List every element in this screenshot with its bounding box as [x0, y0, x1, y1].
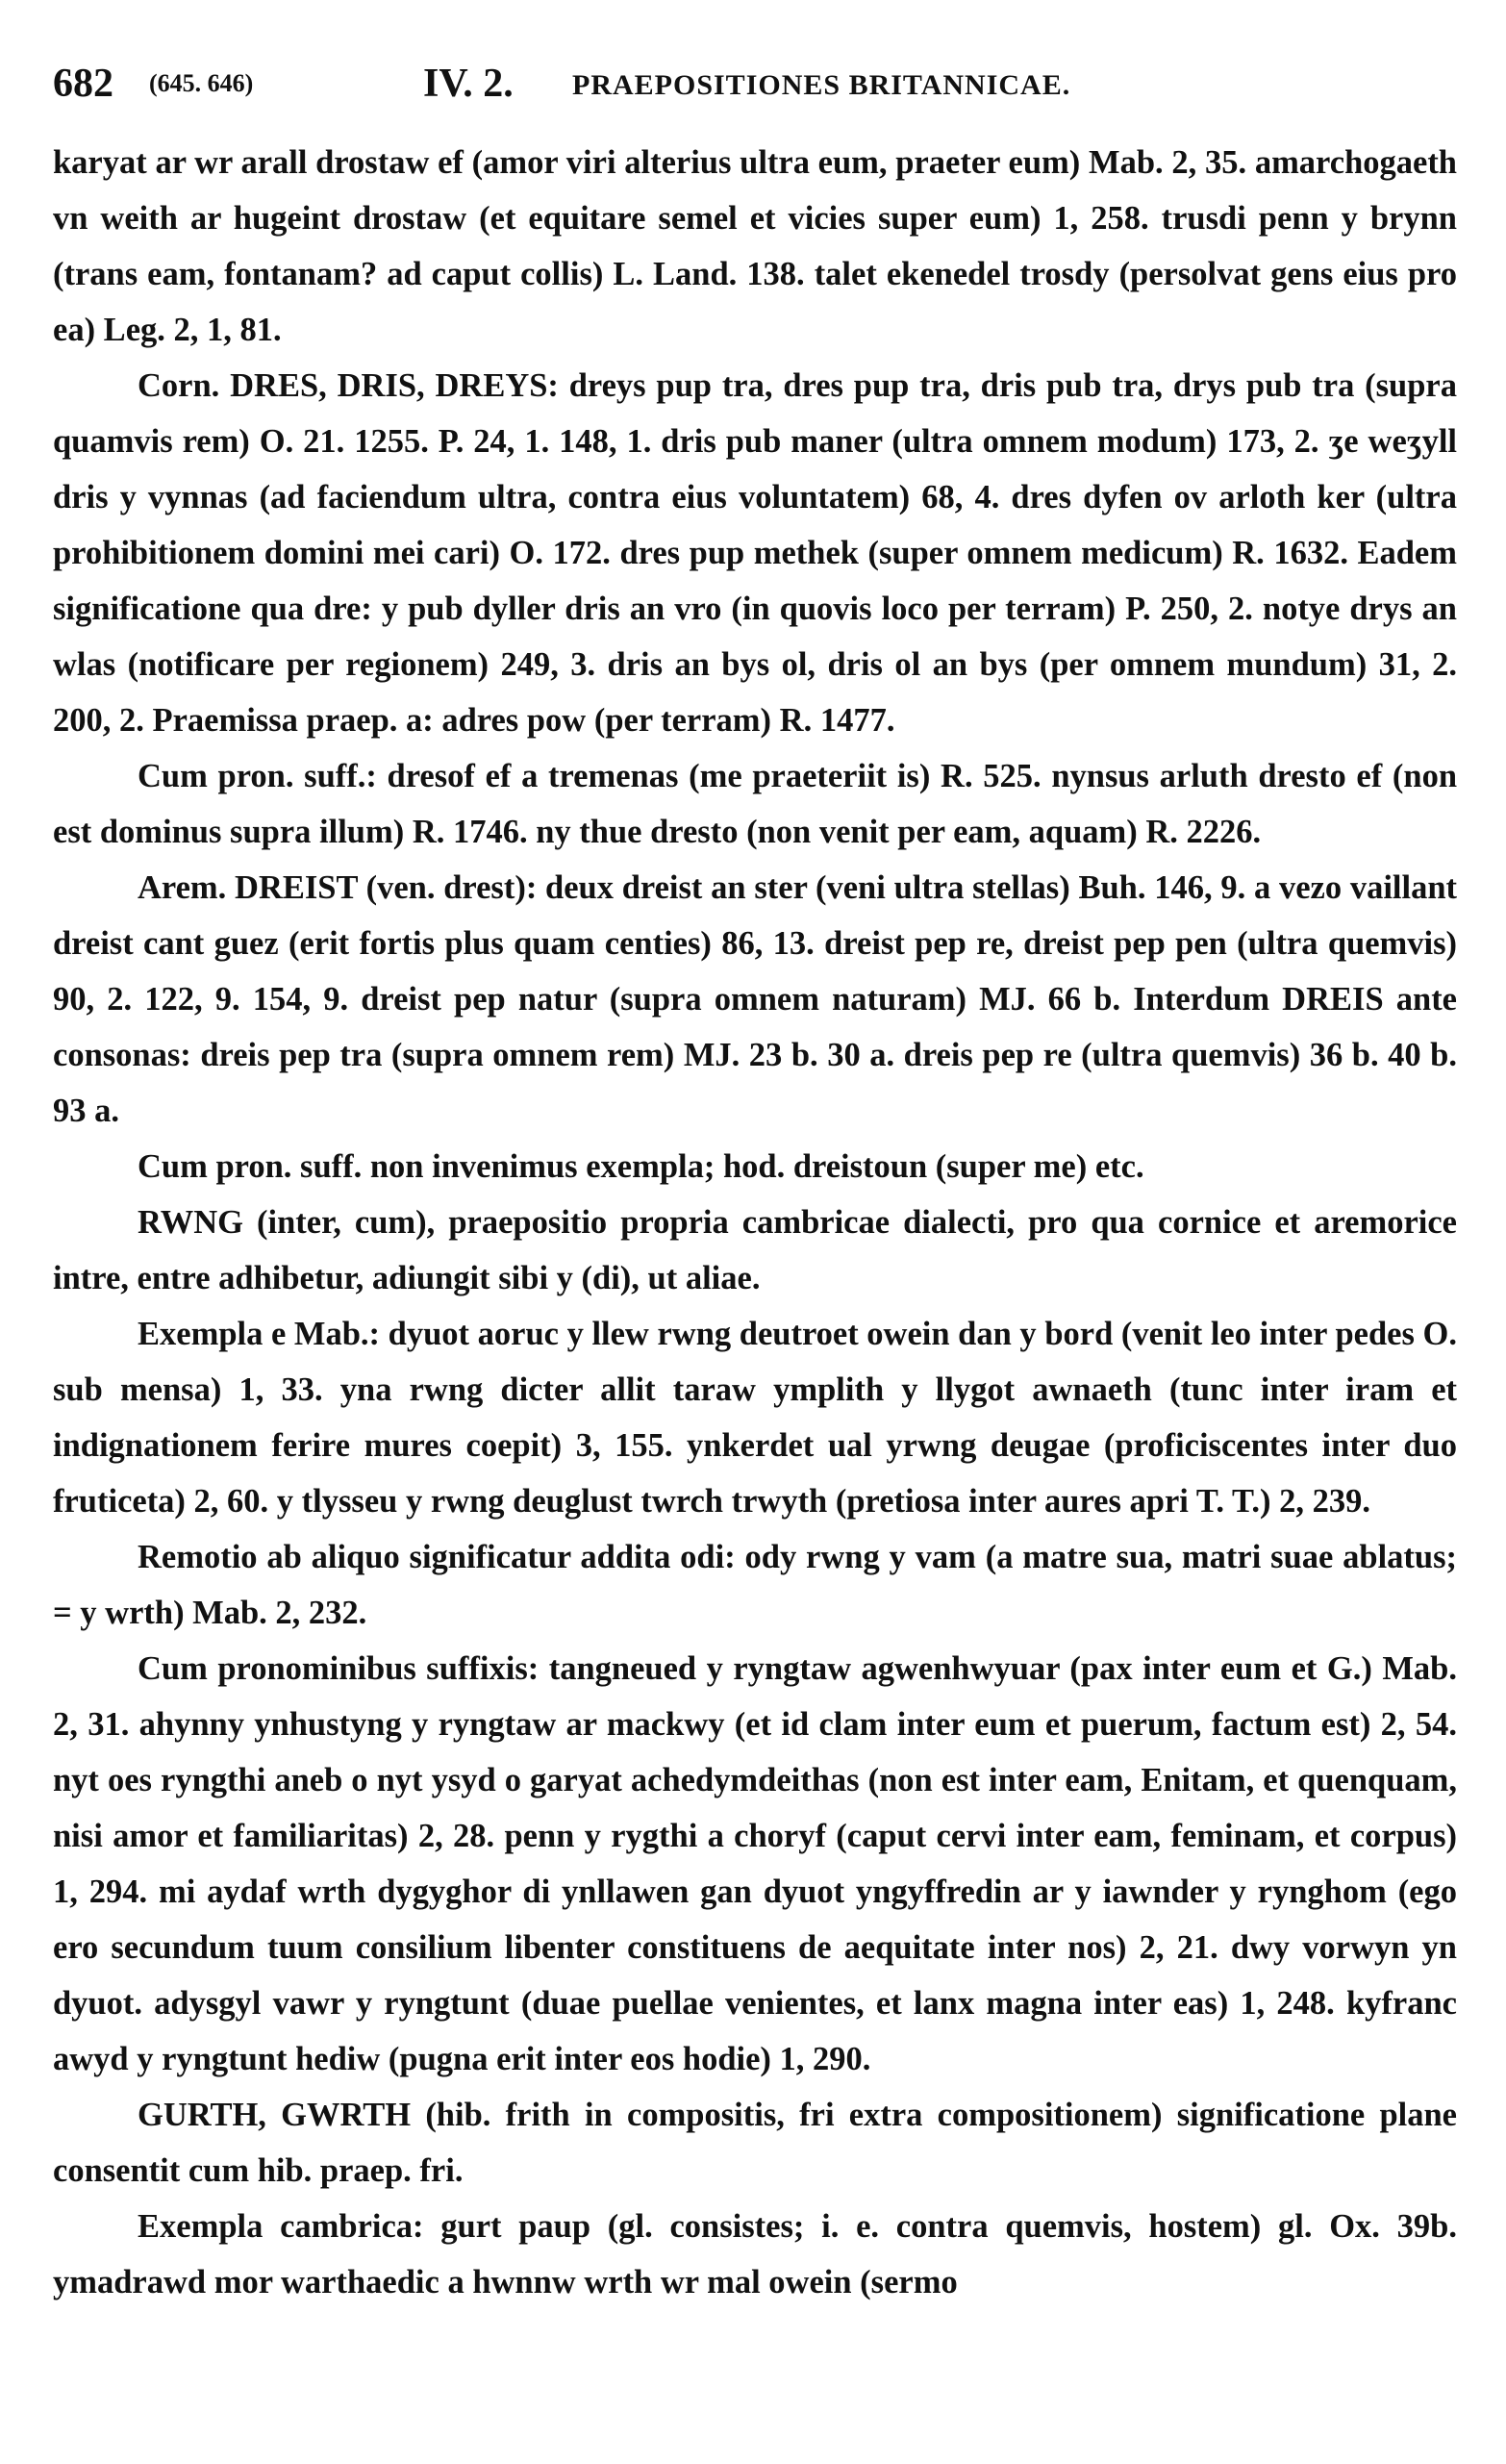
page-title: PRAEPOSITIONES BRITANNICAE.: [572, 69, 1071, 101]
paragraph-rwng-remotio: Remotio ab aliquo significatur addita odi: ody rwng y vam (a matre sua, matri suae ablatus; = y wrth) Mab. 2, 232.: [53, 1539, 1457, 1631]
paragraph-gwrth-examples: Exempla cambrica: gurt paup (gl. consistes; i. e. contra quemvis, hostem) gl. Ox. 39b. ymadrawd mor warthaedic a hwnnw wrth wr mal owein (sermo: [53, 2208, 1457, 2301]
paragraph-aremorican-pron-suff: Cum pron. suff. non invenimus exempla; hod. dreistoun (super me) etc.: [138, 1148, 1144, 1185]
running-header: [53, 60, 1457, 108]
paragraph-rwng-pron-suff: Cum pronominibus suffixis: tangneued y ryngtaw agwenhwyuar (pax inter eum et G.) Mab. 2, 31. ahynny ynhustyng y ryngtaw ar mackwy (et id clam inter eum et puerum, factum est) 2, 54. nyt oes ryngthi aneb o nyt ysyd o garyat achedymdeithas (non est inter eam, Enitam, et quenquam, nisi amor et familiaritas) 2, 28. penn y rygthi a choryf (caput cervi inter eam, feminam, et corpus) 1, 294. mi aydaf wrth dygyghor di ynllawen gan dyuot yngyffredin ar y iawnder y rynghom (ego ero secundum tuum consilium libenter constituens de aequitate inter nos) 2, 21. dwy vorwyn yn dyuot. adysgyl vawr y ryngtunt (duae puellae venientes, et lanx magna inter eas) 1, 248. kyfranc awyd y ryngtunt hediw (pugna erit inter eos hodie) 1, 290.: [53, 1650, 1457, 2077]
body-text: [53, 135, 1457, 2310]
section-number: IV. 2.: [423, 62, 514, 106]
paragraph-gwrth: GURTH, GWRTH (hib. frith in compositis, fri extra compositionem) significatione plane consentit cum hib. praep. fri.: [53, 2097, 1457, 2189]
paragraph-cornish-pron-suff: Cum pron. suff.: dresof ef a tremenas (me praeteriit is) R. 525. nynsus arluth dresto ef (non est dominus supra illum) R. 1746. ny thue dresto (non venit per eam, aquam) R. 2226.: [53, 758, 1457, 850]
paragraph-aremorican-dreist: Arem. DREIST (ven. drest): deux dreist an ster (veni ultra stellas) Buh. 146, 9. a vezo vaillant dreist cant guez (erit fortis plus quam centies) 86, 13. dreist pep re, dreist pep pen (ultra quemvis) 90, 2. 122, 9. 154, 9. dreist pep natur (supra omnem naturam) MJ. 66 b. Interdum DREIS ante consonas: dreis pep tra (supra omnem rem) MJ. 23 b. 30 a. dreis pep re (ultra quemvis) 36 b. 40 b. 93 a.: [53, 869, 1457, 1129]
page-number: 682: [53, 62, 113, 106]
paragraph-cornish-dres: Corn. DRES, DRIS, DREYS: dreys pup tra, dres pup tra, dris pub tra, drys pub tra (supra quamvis rem) O. 21. 1255. P. 24, 1. 148, 1. dris pub maner (ultra omnem modum) 173, 2. ʒe weʒyll dris y vynnas (ad faciendum ultra, contra eius voluntatem) 68, 4. dres dyfen ov arloth ker (ultra prohibitionem domini mei cari) O. 172. dres pup methek (super omnem medicum) R. 1632. Eadem significatione qua dre: y pub dyller dris an vro (in quovis loco per terram) P. 250, 2. notye drys an wlas (notificare per regionem) 249, 3. dris an bys ol, dris ol an bys (per omnem mundum) 31, 2. 200, 2. Praemissa praep. a: adres pow (per terram) R. 1477.: [53, 367, 1457, 739]
column-references: (645. 646): [149, 69, 254, 97]
paragraph-continuation: karyat ar wr arall drostaw ef (amor viri alterius ultra eum, praeter eum) Mab. 2, 35. amarchogaeth vn weith ar hugeint drostaw (et equitare semel et vicies super eum) 1, 258. trusdi penn y brynn (trans eam, fontanam? ad caput collis) L. Land. 138. talet ekenedel trosdy (persolvat gens eius pro ea) Leg. 2, 1, 81.: [53, 144, 1457, 348]
paragraph-rwng: RWNG (inter, cum), praepositio propria cambricae dialecti, pro qua cornice et aremorice intre, entre adhibetur, adiungit sibi y (di), ut aliae.: [53, 1204, 1457, 1296]
paragraph-rwng-examples: Exempla e Mab.: dyuot aoruc y llew rwng deutroet owein dan y bord (venit leo inter pedes O. sub mensa) 1, 33. yna rwng dicter allit taraw ymplith y llygot awnaeth (tunc inter iram et indignationem ferire mures coepit) 3, 155. ynkerdet ual yrwng deugae (proficiscentes inter duo fruticeta) 2, 60. y tlysseu y rwng deuglust twrch trwyth (pretiosa inter aures apri T. T.) 2, 239.: [53, 1316, 1457, 1520]
